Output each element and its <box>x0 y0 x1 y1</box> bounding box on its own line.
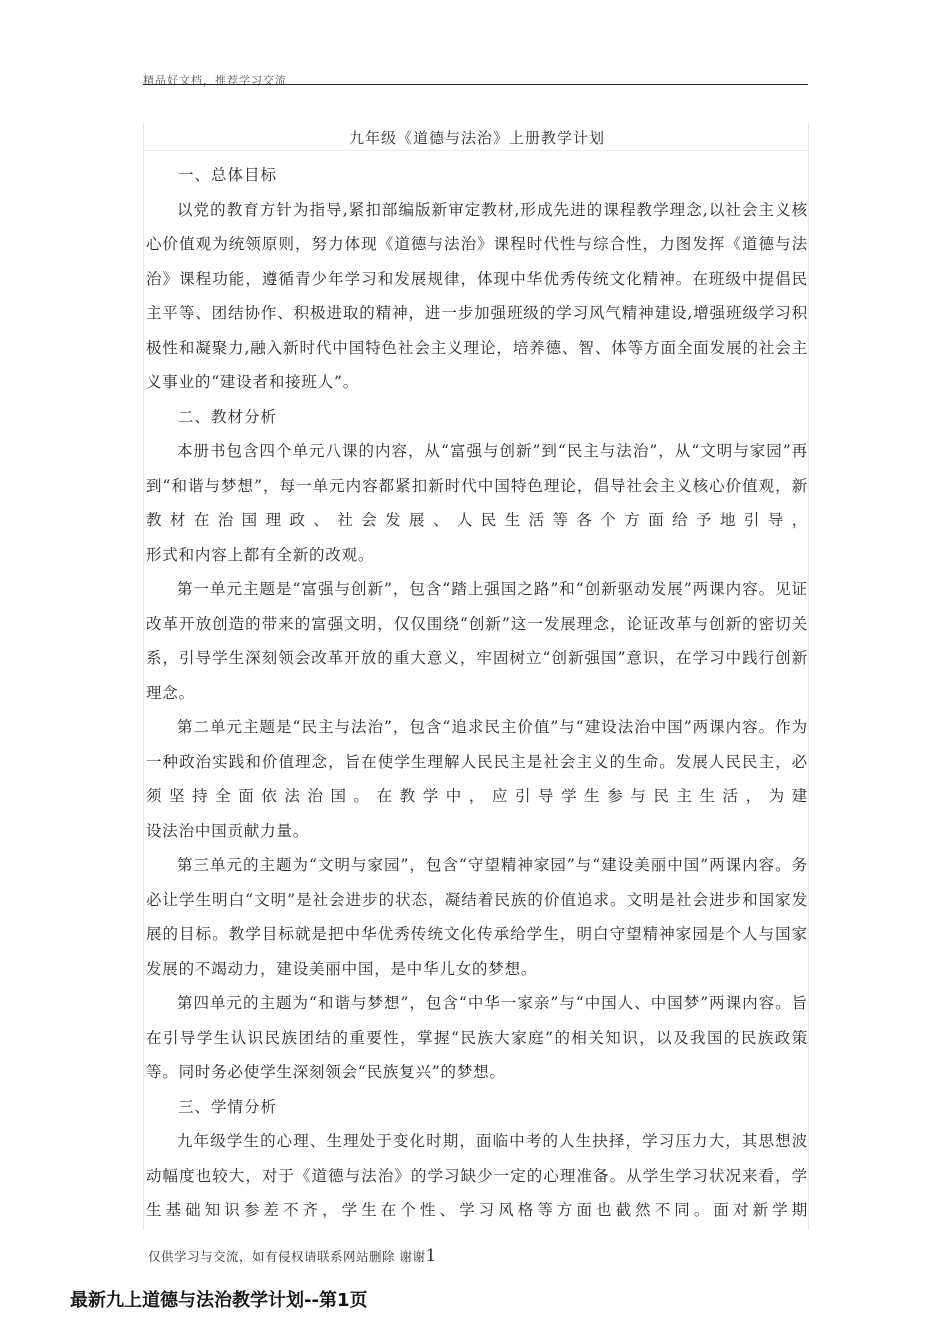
paragraph: 设法治中国贡献力量。 <box>146 821 310 840</box>
document-body <box>146 126 808 1228</box>
frame-left-border <box>143 124 144 1230</box>
paragraph: 第四单元的主题为“和谐与梦想”，包含“中华一家亲”与“中国人、中国梦”两课内容。旨在引导学生认识民族团结的重要性，掌握“民族大家庭”的相关知识，以及我国的民族政策等。同时务必使学生深刻领会“民族复兴”的梦想。 <box>146 994 808 1081</box>
paragraph: 本册书包含四个单元八课的内容，从“富强与创新”到“民主与法治”，从“文明与家园”再到“和谐与梦想”，每一单元内容都紧扣新时代中国特色理论，倡导社会主义核心价值观，新教材在治国理政、社会发展、人民生活等各个方面给予地引导， <box>146 442 808 529</box>
footer-disclaimer: 仅供学习与交流，如有侵权请联系网站删除 谢谢 <box>148 1249 426 1264</box>
page-number: 1 <box>425 1246 437 1266</box>
paragraph: 九年级学生的心理、生理处于变化时期，面临中考的人生抉择，学习压力大，其思想波动幅度也较大，对于《道德与法治》的学习缺少一定的心理准备。从学生学习状况来看，学生基础知识参差不齐，学生在个性、学习风格等方面也截然不同。面对新学期 <box>146 1132 808 1219</box>
paragraph: 第三单元的主题为“文明与家园”，包含“守望精神家园”与“建设美丽中国”两课内容。务必让学生明白“文明”是社会进步的状态，凝结着民族的价值追求。文明是社会进步和国家发展的目标。教学目标就是把中华优秀传统文化传承给学生，明白守望精神家园是个人与国家发展的不竭动力，建设美丽中国，是中华儿女的梦想。 <box>146 856 808 978</box>
paragraph: 以党的教育方针为指导,紧扣部编版新审定教材,形成先进的课程教学理念,以社会主义核心价值观为统领原则，努力体现《道德与法治》课程时代性与综合性，力图发挥《道德与法治》课程功能，遵循青少年学习和发展规律，体现中华优秀传统文化精神。在班级中提倡民主平等、团结协作、积极进取的精神，进一步加强班级的学习风气精神建设,增强班级学习积极性和凝聚力,融入新时代中国特色社会主义理论，培养德、智、体等方面全面发展的社会主义事业的“建设者和接班人”。 <box>146 200 808 391</box>
frame-right-border <box>808 124 809 1230</box>
paragraph: 形式和内容上都有全新的改观。 <box>146 545 375 564</box>
header-note: 精品好文档，推荐学习交流 <box>143 74 287 87</box>
page-caption: 最新九上道德与法治教学计划--第1页 <box>70 1290 368 1311</box>
paragraph: 第一单元主题是“富强与创新”，包含“踏上强国之路”和“创新驱动发展”两课内容。见证改革开放创造的带来的富强文明，仅仅围绕“创新”这一发展理念，论证改革与创新的密切关系，引导学生深刻领会改革开放的重大意义，牢固树立“创新强国”意识，在学习中践行创新理念。 <box>146 580 808 702</box>
section-heading-goals: 一、总体目标 <box>178 166 278 184</box>
section-heading-student-analysis: 三、学情分析 <box>178 1097 278 1116</box>
footer-note <box>148 1246 437 1266</box>
header-rule <box>143 84 808 85</box>
paragraph: 第二单元主题是“民主与法治”，包含“追求民主价值”与“建设法治中国”两课内容。作为一种政治实践和价值理念，旨在使学生理解人民民主是社会主义的生命。发展人民民主，必须坚持全面依法治国。在教学中，应引导学生参与民主生活，为建 <box>146 718 808 805</box>
document-title: 九年级《道德与法治》上册教学计划 <box>348 129 605 147</box>
section-heading-textbook-analysis: 二、教材分析 <box>178 407 278 426</box>
